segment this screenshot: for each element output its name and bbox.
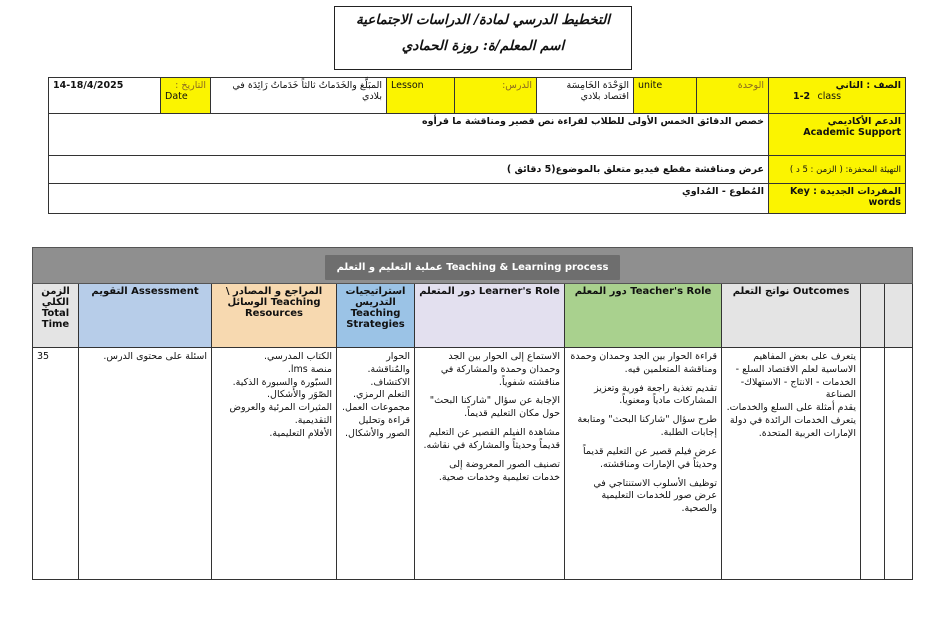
class-value: 1-2 bbox=[793, 91, 811, 102]
academic-support-label-ar: الدعم الأكاديمي bbox=[827, 116, 901, 127]
col-resources: المراجع و المصادر \ الوسائل Teaching Resources bbox=[212, 284, 337, 348]
teacher-role-item: طرح سؤال "شاركنا البحث" ومتابعة إجابات الطلبة. bbox=[577, 414, 717, 439]
unit-value: الوَحْدَة الخَامِسَة اقتصاد بلادي bbox=[537, 78, 634, 114]
teacher-role-item: قراءة الحوار بين الجد وحمدان وحمدة ومناقشة المتعلمين فيه. bbox=[570, 351, 717, 375]
teacher-role-item: توظيف الأسلوب الاستنتاجي في عرض صور للخدمات التعليمية والصحية. bbox=[593, 477, 717, 515]
outcome-item: يتعرف على بعض المفاهيم الاساسية لعلم الاقتصاد السلع - الخدمات - الانتاج - الاستهلاك- الصناعة bbox=[735, 351, 856, 401]
strategy-item: قراءة وتحليل الصور والأشكال. bbox=[345, 415, 410, 439]
col-strategies: استراتيجيات التدريس Teaching Strategies bbox=[337, 284, 415, 348]
learner-role-item: تصنيف الصور المعروضة إلى خدمات تعليمية وخدمات صحية. bbox=[438, 458, 560, 483]
assessment-text: اسئلة على محتوى الدرس. bbox=[79, 348, 212, 580]
col-assessment: التقويم Assessment bbox=[79, 284, 212, 348]
lesson-plan-title-box bbox=[334, 6, 632, 70]
col-empty-2 bbox=[885, 284, 913, 348]
outcome-item: يقدم أمثلة على السلع والخدمات. bbox=[726, 402, 856, 414]
document-title: التخطيط الدرسي لمادة/ الدراسات الاجتماعية bbox=[355, 12, 610, 28]
unit-label-en: unite bbox=[634, 78, 697, 114]
academic-support-value: خصص الدقائق الخمس الأولى للطلاب لقراءة نص قصير ومناقشة ما قرأوه bbox=[49, 114, 769, 156]
learner-role-list bbox=[415, 348, 565, 580]
col-total-time: الزمن الكلي Total Time bbox=[33, 284, 79, 348]
col-learner-role: دور المتعلم Learner's Role bbox=[415, 284, 565, 348]
teaching-process-table bbox=[32, 247, 913, 580]
grade-class-cell bbox=[769, 78, 906, 114]
strategy-item: مجموعات العمل. bbox=[342, 402, 410, 414]
grade-label: الصف : الثاني bbox=[835, 80, 901, 91]
date-label-en: Date bbox=[165, 91, 188, 102]
resource-item: منصة lms. bbox=[287, 363, 332, 375]
lesson-value: المبَلَّغ والخَدَماتُ ثالثاً خَدَماتُ رَائِدَة في بلادي bbox=[211, 78, 387, 114]
teacher-name: اسم المعلم/ة: روزة الحمادي bbox=[401, 38, 565, 54]
learner-role-item: الاستماع إلى الحوار بين الجد وحمدان وحمدة والمشاركة في مناقشته شفوياً. bbox=[440, 351, 560, 388]
outcomes-list bbox=[722, 348, 861, 580]
vocabulary-label-en: Key words bbox=[789, 186, 901, 208]
unit-label-ar: الوحدة bbox=[697, 78, 769, 114]
col-teacher-role: دور المعلم Teacher's Role bbox=[565, 284, 722, 348]
vocabulary-label-ar: المفردات الجديدة : bbox=[813, 186, 901, 197]
warmup-value: عرض ومناقشة مقطع فيديو متعلق بالموضوع(5 دقائق ) bbox=[49, 156, 769, 184]
empty-cell-2 bbox=[885, 348, 913, 580]
lesson-header-table bbox=[48, 77, 906, 214]
total-time-value: 35 bbox=[33, 348, 79, 580]
teacher-role-list bbox=[565, 348, 722, 580]
resource-item: الأفلام التعليمية. bbox=[269, 427, 332, 439]
col-outcomes: نواتج التعلم Outcomes bbox=[722, 284, 861, 348]
warmup-label: التهيئة المحفزة: ( الزمن : 5 د ) bbox=[769, 156, 906, 184]
resource-item: الكتاب المدرسي. bbox=[263, 351, 332, 362]
strategy-item: الاكتشاف. bbox=[370, 376, 410, 388]
academic-support-label-cell bbox=[769, 114, 906, 156]
date-value: 14-18/4/2025 bbox=[49, 78, 161, 114]
class-label: class bbox=[817, 91, 842, 102]
lesson-label-en: Lesson bbox=[387, 78, 455, 114]
learner-role-item: الإجابة عن سؤال "شاركنا البحث" حول مكان التعليم قديماً. bbox=[429, 395, 560, 420]
date-label-cell bbox=[161, 78, 211, 114]
col-empty-1 bbox=[861, 284, 885, 348]
resources-list bbox=[212, 348, 337, 580]
outcome-item: يتعرف الخدمات الرائدة في دولة الإمارات العربية المتحدة. bbox=[729, 415, 856, 439]
academic-support-label-en: Academic Support bbox=[803, 127, 901, 138]
resource-item: الصّوَر والأشكال. bbox=[267, 389, 332, 401]
empty-cell-1 bbox=[861, 348, 885, 580]
process-band-label: عملية التعليم و التعلم Teaching & Learning process bbox=[325, 255, 621, 280]
learner-role-item: مشاهدة الفيلم القصير عن التعليم قديماً وحديثاً والمشاركة في نقاشه. bbox=[423, 427, 560, 451]
teacher-role-item: عرض فيلم قصير عن التعليم قديماً وحديثاً في الإمارات ومناقشته. bbox=[582, 445, 717, 470]
vocabulary-label-cell bbox=[769, 184, 906, 214]
process-band bbox=[33, 248, 913, 284]
resource-item: المثيرات المرئية والعروض التقديمية. bbox=[229, 402, 332, 427]
vocabulary-value: المُطوع - المُداوي bbox=[49, 184, 769, 214]
resource-item: السبّورة والسبورة الذكية. bbox=[232, 376, 332, 388]
lesson-label-ar: الدرس: bbox=[455, 78, 537, 114]
strategy-item: الحوار والمُناقشة. bbox=[367, 351, 410, 375]
strategies-list bbox=[337, 348, 415, 580]
date-label-ar: التاريخ : bbox=[175, 80, 206, 91]
teacher-role-item: تقديم تغذية راجعة فورية وتعزيز المشاركات مادياً ومعنوياً. bbox=[594, 382, 717, 407]
strategy-item: التعلم الرمزي. bbox=[352, 389, 410, 401]
